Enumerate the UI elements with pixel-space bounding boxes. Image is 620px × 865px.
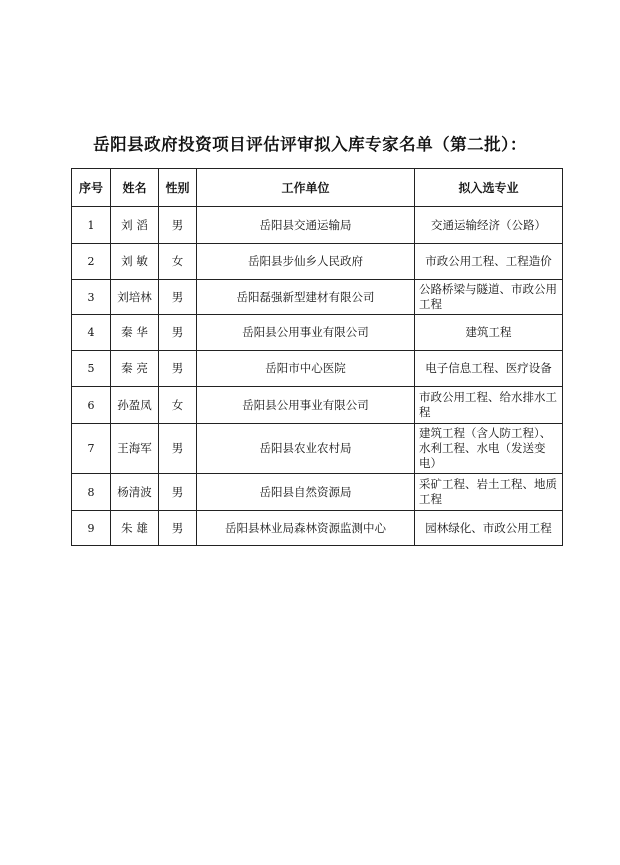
header-major: 拟入选专业 xyxy=(415,169,563,207)
cell-no: 6 xyxy=(72,387,111,424)
cell-major: 建筑工程 xyxy=(415,315,563,351)
cell-no: 7 xyxy=(72,424,111,474)
cell-gender: 男 xyxy=(159,280,197,315)
cell-name: 刘培林 xyxy=(111,280,159,315)
cell-gender: 男 xyxy=(159,511,197,546)
cell-major: 市政公用工程、工程造价 xyxy=(415,244,563,280)
cell-name: 孙盈凤 xyxy=(111,387,159,424)
cell-major: 采矿工程、岩土工程、地质工程 xyxy=(415,474,563,511)
cell-gender: 男 xyxy=(159,315,197,351)
table-row xyxy=(72,511,563,546)
cell-unit: 岳阳县步仙乡人民政府 xyxy=(197,244,415,280)
cell-no: 8 xyxy=(72,474,111,511)
cell-no: 3 xyxy=(72,280,111,315)
cell-major: 交通运输经济（公路） xyxy=(415,207,563,244)
cell-no: 2 xyxy=(72,244,111,280)
table-row xyxy=(72,424,563,474)
table-header-row xyxy=(72,169,563,207)
cell-name: 秦 亮 xyxy=(111,351,159,387)
cell-name: 朱 雄 xyxy=(111,511,159,546)
table-row xyxy=(72,280,563,315)
cell-major: 园林绿化、市政公用工程 xyxy=(415,511,563,546)
cell-gender: 男 xyxy=(159,474,197,511)
cell-name: 刘 滔 xyxy=(111,207,159,244)
cell-major: 公路桥梁与隧道、市政公用工程 xyxy=(415,280,563,315)
cell-unit: 岳阳县农业农村局 xyxy=(197,424,415,474)
cell-unit: 岳阳磊强新型建材有限公司 xyxy=(197,280,415,315)
cell-no: 1 xyxy=(72,207,111,244)
cell-gender: 男 xyxy=(159,207,197,244)
cell-major: 市政公用工程、给水排水工程 xyxy=(415,387,563,424)
cell-unit: 岳阳县交通运输局 xyxy=(197,207,415,244)
cell-name: 杨清波 xyxy=(111,474,159,511)
cell-unit: 岳阳县公用事业有限公司 xyxy=(197,315,415,351)
table-row xyxy=(72,207,563,244)
cell-major: 电子信息工程、医疗设备 xyxy=(415,351,563,387)
header-gender: 性别 xyxy=(159,169,197,207)
cell-gender: 女 xyxy=(159,387,197,424)
cell-name: 王海军 xyxy=(111,424,159,474)
cell-name: 秦 华 xyxy=(111,315,159,351)
table-row xyxy=(72,474,563,511)
table-row xyxy=(72,387,563,424)
cell-no: 4 xyxy=(72,315,111,351)
cell-unit: 岳阳县公用事业有限公司 xyxy=(197,387,415,424)
table-row xyxy=(72,351,563,387)
table-row xyxy=(72,315,563,351)
cell-gender: 男 xyxy=(159,424,197,474)
expert-list-table xyxy=(71,168,563,546)
cell-no: 9 xyxy=(72,511,111,546)
header-no: 序号 xyxy=(72,169,111,207)
table-row xyxy=(72,244,563,280)
header-unit: 工作单位 xyxy=(197,169,415,207)
cell-name: 刘 敏 xyxy=(111,244,159,280)
document-title: 岳阳县政府投资项目评估评审拟入库专家名单（第二批）： xyxy=(93,135,527,154)
header-name: 姓名 xyxy=(111,169,159,207)
cell-gender: 女 xyxy=(159,244,197,280)
cell-no: 5 xyxy=(72,351,111,387)
cell-unit: 岳阳县自然资源局 xyxy=(197,474,415,511)
cell-unit: 岳阳市中心医院 xyxy=(197,351,415,387)
cell-gender: 男 xyxy=(159,351,197,387)
cell-unit: 岳阳县林业局森林资源监测中心 xyxy=(197,511,415,546)
cell-major: 建筑工程（含人防工程）、水利工程、水电（发送变电） xyxy=(415,424,563,474)
